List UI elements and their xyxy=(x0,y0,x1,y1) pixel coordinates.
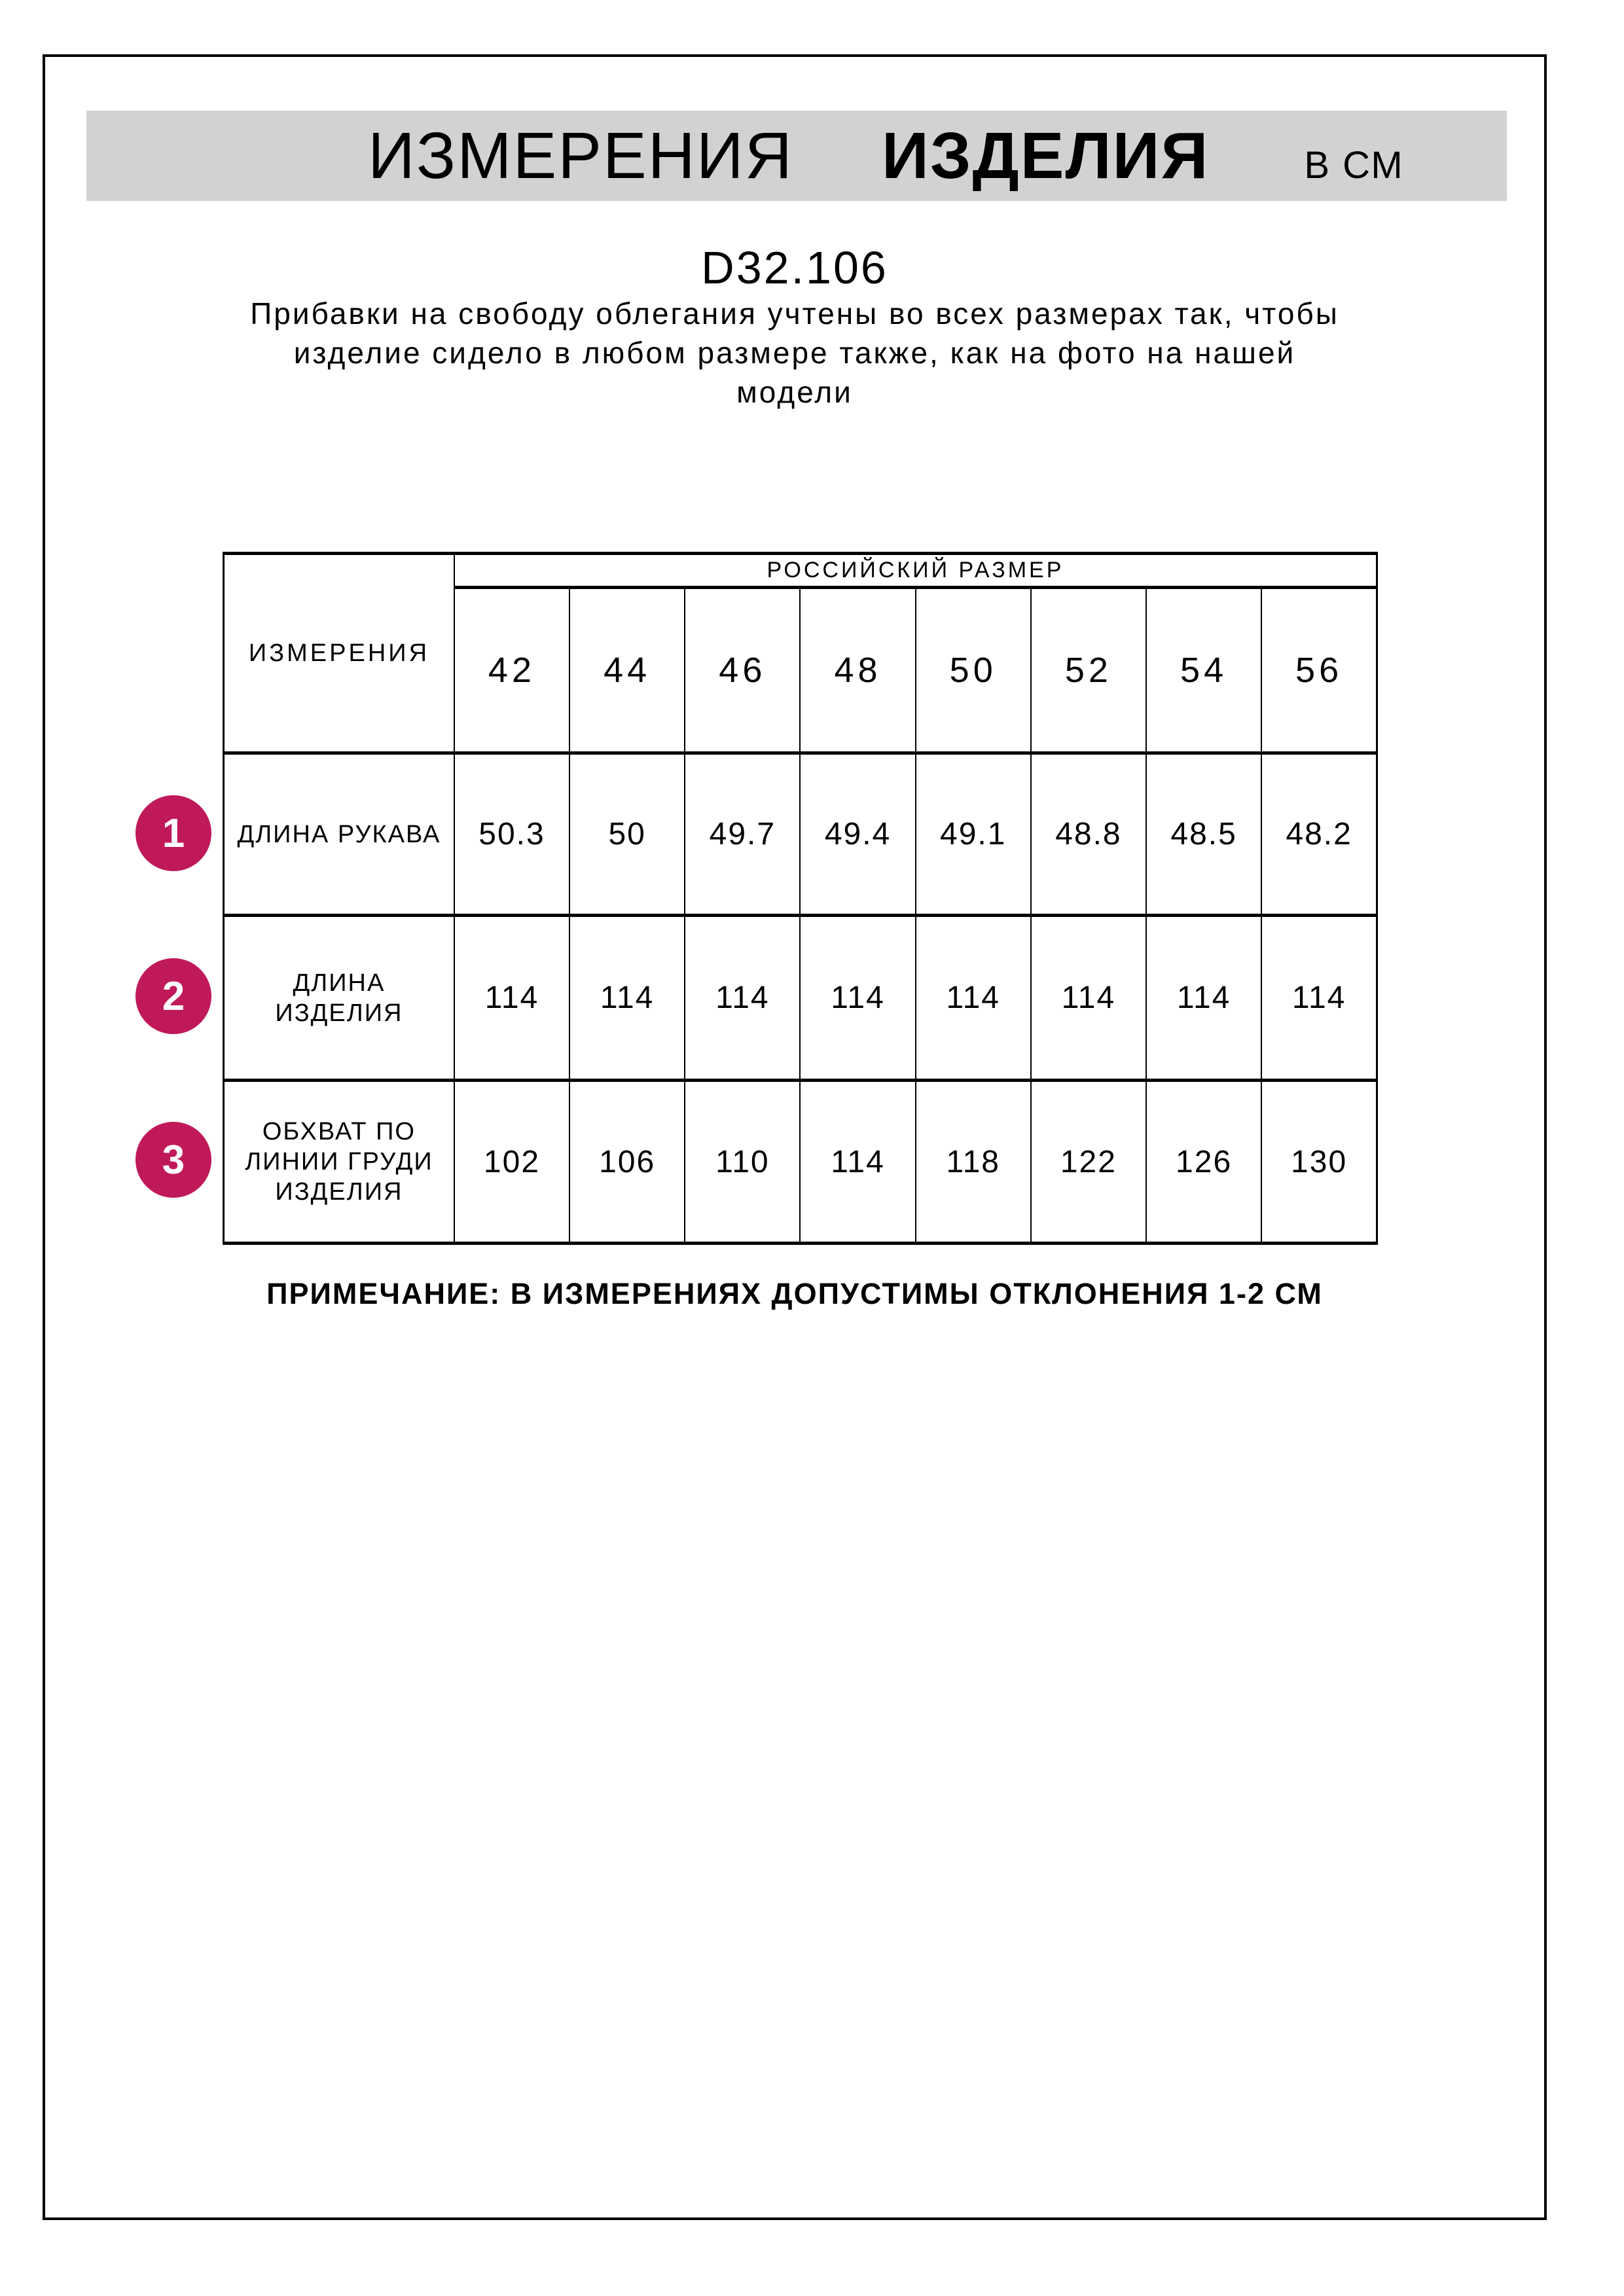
group-header-russian-size: РОССИЙСКИЙ РАЗМЕР xyxy=(454,554,1377,588)
measurements-table xyxy=(223,552,1378,1245)
table-group-header-row xyxy=(224,554,1377,588)
value-cell: 114 xyxy=(1031,916,1146,1081)
row-marker-2 xyxy=(135,958,211,1034)
row-label-line: ОБХВАТ ПО xyxy=(262,1118,416,1145)
intro-line: Прибавки на свободу облегания учтены во всех размерах так, чтобы xyxy=(250,296,1339,331)
table-row xyxy=(224,1081,1377,1244)
intro-line: изделие сидело в любом размере также, как на фото на нашей xyxy=(293,336,1296,370)
title-unit-cm: В СМ xyxy=(1304,144,1404,187)
row-marker-3-number: 3 xyxy=(162,1137,185,1183)
value-cell: 118 xyxy=(916,1081,1031,1244)
row-marker-3 xyxy=(135,1122,211,1198)
row-label-line: ИЗДЕЛИЯ xyxy=(275,1178,403,1206)
table-row xyxy=(224,753,1377,916)
corner-header-measurements: ИЗМЕРЕНИЯ xyxy=(224,554,454,753)
value-cell: 48.8 xyxy=(1031,753,1146,916)
size-header-52: 52 xyxy=(1031,588,1146,753)
intro-paragraph xyxy=(45,294,1544,412)
value-cell: 126 xyxy=(1146,1081,1261,1244)
value-cell: 48.2 xyxy=(1261,753,1377,916)
row-label-line: ДЛИНА xyxy=(293,969,386,997)
value-cell: 49.7 xyxy=(685,753,800,916)
size-header-46: 46 xyxy=(685,588,800,753)
value-cell: 114 xyxy=(569,916,685,1081)
row-label-cell xyxy=(224,753,454,916)
value-cell: 122 xyxy=(1031,1081,1146,1244)
title-band xyxy=(86,111,1507,201)
table-row xyxy=(224,916,1377,1081)
row-marker-1-number: 1 xyxy=(162,810,185,856)
page-border xyxy=(43,54,1547,2220)
value-cell: 102 xyxy=(454,1081,569,1244)
value-cell: 50 xyxy=(569,753,685,916)
value-cell: 114 xyxy=(1261,916,1377,1081)
size-header-42: 42 xyxy=(454,588,569,753)
value-cell: 114 xyxy=(916,916,1031,1081)
value-cell: 49.1 xyxy=(916,753,1031,916)
row-label-line: ДЛИНА РУКАВА xyxy=(237,820,441,848)
intro-line: модели xyxy=(736,375,853,409)
article-code: D32.106 xyxy=(701,242,888,293)
size-header-56: 56 xyxy=(1261,588,1377,753)
row-marker-1 xyxy=(135,795,211,871)
size-header-54: 54 xyxy=(1146,588,1261,753)
row-label-line: ЛИНИИ ГРУДИ xyxy=(245,1148,433,1175)
value-cell: 114 xyxy=(800,916,915,1081)
value-cell: 114 xyxy=(454,916,569,1081)
value-cell: 110 xyxy=(685,1081,800,1244)
value-cell: 106 xyxy=(569,1081,685,1244)
value-cell: 130 xyxy=(1261,1081,1377,1244)
row-label-cell xyxy=(224,916,454,1081)
size-header-44: 44 xyxy=(569,588,685,753)
size-header-48: 48 xyxy=(800,588,915,753)
value-cell: 49.4 xyxy=(800,753,915,916)
value-cell: 114 xyxy=(800,1081,915,1244)
value-cell: 48.5 xyxy=(1146,753,1261,916)
row-label-cell xyxy=(224,1081,454,1244)
value-cell: 114 xyxy=(685,916,800,1081)
value-cell: 50.3 xyxy=(454,753,569,916)
row-label-line: ИЗДЕЛИЯ xyxy=(275,999,403,1027)
title-word-measurements: ИЗМЕРЕНИЯ xyxy=(368,119,793,192)
size-header-50: 50 xyxy=(916,588,1031,753)
note-text: ПРИМЕЧАНИЕ: В ИЗМЕРЕНИЯХ ДОПУСТИМЫ ОТКЛОНЕНИЯ 1-2 СМ xyxy=(266,1277,1323,1310)
value-cell: 114 xyxy=(1146,916,1261,1081)
row-marker-2-number: 2 xyxy=(162,973,185,1019)
title-word-product: ИЗДЕЛИЯ xyxy=(881,119,1210,192)
